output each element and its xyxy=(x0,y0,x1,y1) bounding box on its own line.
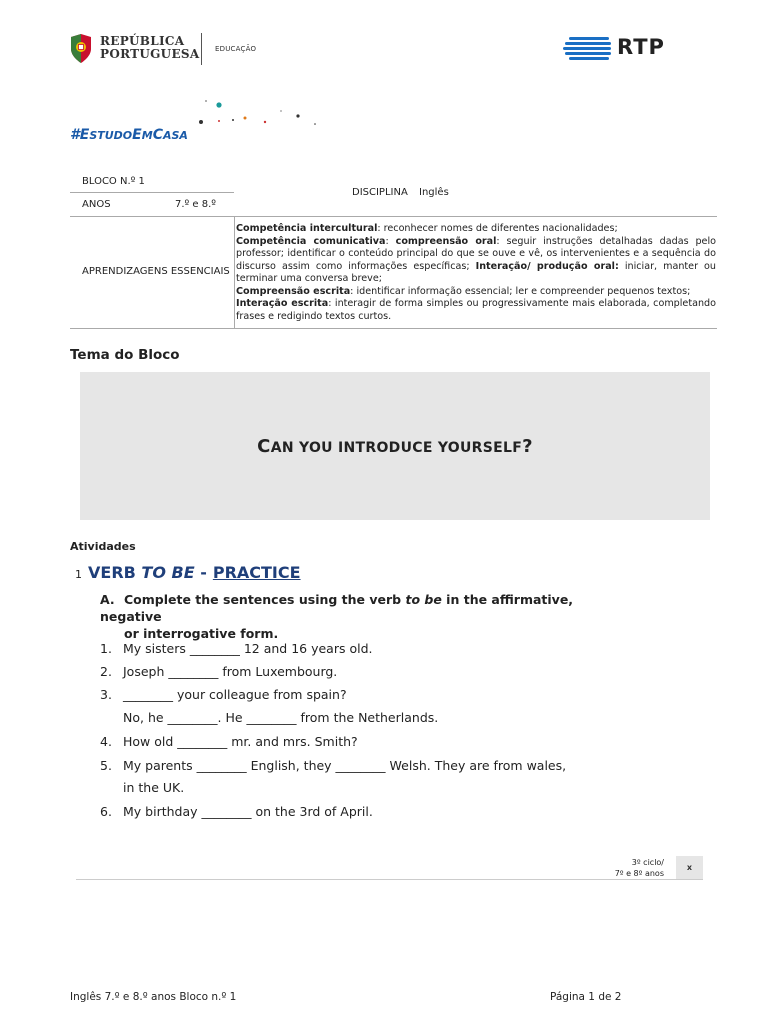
bloco-label: BLOCO N.º 1 xyxy=(82,176,145,187)
tema-heading xyxy=(80,436,710,457)
instruction-text-b: in the affirmative, negative xyxy=(100,592,574,624)
anos-label: ANOS xyxy=(82,199,111,210)
page-number: Página 1 de 2 xyxy=(550,991,622,1003)
item-number: 5. xyxy=(100,758,112,773)
republica-line2: PORTUGUESA xyxy=(100,47,200,61)
anos-value: 7.º e 8.º xyxy=(175,199,217,210)
item-text: Joseph ________ from Luxembourg. xyxy=(123,664,338,679)
section-practice: PRACTICE xyxy=(212,563,301,582)
section-number: 1 xyxy=(75,568,82,581)
cycle-line2: 7º e 8º anos xyxy=(614,869,664,878)
hashtag-part-5: ASA xyxy=(162,129,188,142)
section-heading xyxy=(75,563,301,582)
section-dash: - xyxy=(200,563,207,582)
compreensao-oral-text: : seguir instruções detalhadas dadas pelo professor; identificar o conteúdo principal do que se ouve e vê, os intervenientes e a sequência do discurso assim como informações específicas; xyxy=(236,235,716,272)
item-number: 4. xyxy=(100,734,112,749)
tema-initial: C xyxy=(257,436,271,457)
table-vline xyxy=(234,216,235,328)
tema-question-mark: ? xyxy=(522,436,533,457)
logo-divider xyxy=(201,33,202,65)
section-verb: VERB xyxy=(88,563,136,582)
coat-of-arms-icon xyxy=(68,33,94,65)
competencia-intercultural: Competência intercultural xyxy=(236,223,378,234)
list-item xyxy=(100,758,566,773)
footer-box: x xyxy=(676,856,703,880)
item-text: My sisters ________ 12 and 16 years old. xyxy=(123,641,373,656)
list-item xyxy=(100,687,347,702)
item-text: in the UK. xyxy=(123,780,185,795)
table-line xyxy=(70,192,234,193)
instruction-em: to be xyxy=(405,592,442,607)
tema-title: Tema do Bloco xyxy=(70,347,180,363)
compreensao-escrita-text: : identificar informação essencial; ler e compreender pequenos textos; xyxy=(350,285,691,297)
item-number: 6. xyxy=(100,804,112,819)
table-line xyxy=(70,216,717,217)
hashtag-part-4: C xyxy=(152,127,163,143)
rtp-bars-icon xyxy=(563,35,613,61)
educacao-label: EDUCAÇÃO xyxy=(215,45,257,53)
decorative-dots xyxy=(195,98,325,130)
list-item xyxy=(100,804,373,819)
atividades-title: Atividades xyxy=(70,540,136,553)
interacao-escrita-text: : interagir de forma simples ou progressivamente mais elaborada, completando frases e redigindo textos curtos. xyxy=(236,298,717,322)
instruction-line2: or interrogative form. xyxy=(124,626,279,641)
table-line xyxy=(70,328,717,329)
rtp-logo xyxy=(563,35,683,61)
item-number: 3. xyxy=(100,687,112,702)
hashtag-part-2: E xyxy=(132,127,142,143)
page-footer-left: Inglês 7.º e 8.º anos Bloco n.º 1 xyxy=(70,991,237,1003)
aprendizagens-text xyxy=(236,223,716,323)
item-text: No, he ________. He ________ from the Netherlands. xyxy=(123,710,439,725)
interacao-escrita: Interação escrita xyxy=(236,298,329,309)
list-item xyxy=(100,664,337,679)
item-text: My birthday ________ on the 3rd of April. xyxy=(123,804,373,819)
rtp-wordmark: RTP xyxy=(617,35,665,59)
item-text: How old ________ mr. and mrs. Smith? xyxy=(123,734,358,749)
interacao-producao-oral: Interação/ produção oral: xyxy=(475,260,619,272)
aprendizagens-label: APRENDIZAGENS ESSENCIAIS xyxy=(82,266,230,277)
list-item xyxy=(100,710,438,725)
republica-portuguesa-logo xyxy=(68,33,268,67)
separator: : xyxy=(385,235,396,247)
estudo-em-casa-hashtag xyxy=(70,127,188,143)
instruction-text-a: Complete the sentences using the verb xyxy=(124,592,406,607)
footer-divider xyxy=(76,879,703,880)
item-text: My parents ________ English, they ________ Welsh. They are from wales, xyxy=(123,758,567,773)
republica-line1: REPÚBLICA xyxy=(100,34,185,48)
cycle-line1: 3º ciclo/ xyxy=(631,858,664,867)
disciplina-label: DISCIPLINA xyxy=(352,187,408,198)
instruction-label: A. xyxy=(100,592,115,607)
item-text: ________ your colleague from spain? xyxy=(123,687,347,702)
hashtag-part-1: STUDO xyxy=(89,129,133,142)
hashtag-part-3: M xyxy=(141,129,153,142)
competencia-comunicativa: Competência comunicativa xyxy=(236,235,386,247)
list-item xyxy=(100,734,358,749)
exercise-instruction xyxy=(100,591,620,642)
competencia-intercultural-text: : reconhecer nomes de diferentes nacionalidades; xyxy=(377,223,618,234)
compreensao-oral: compreensão oral xyxy=(395,235,497,247)
item-number: 1. xyxy=(100,641,112,656)
footer-cycle xyxy=(590,857,664,879)
item-number: 2. xyxy=(100,664,112,679)
list-item xyxy=(100,641,373,656)
tema-rest: AN YOU INTRODUCE YOURSELF xyxy=(270,440,523,456)
compreensao-escrita: Compreensão escrita xyxy=(236,285,351,297)
disciplina-value: Inglês xyxy=(419,187,449,198)
hashtag-prefix: #E xyxy=(70,127,90,143)
list-item xyxy=(100,780,184,795)
interacao-producao-oral-text: iniciar, manter ou terminar uma conversa breve; xyxy=(236,260,716,284)
section-to-be: TO BE xyxy=(141,563,195,582)
